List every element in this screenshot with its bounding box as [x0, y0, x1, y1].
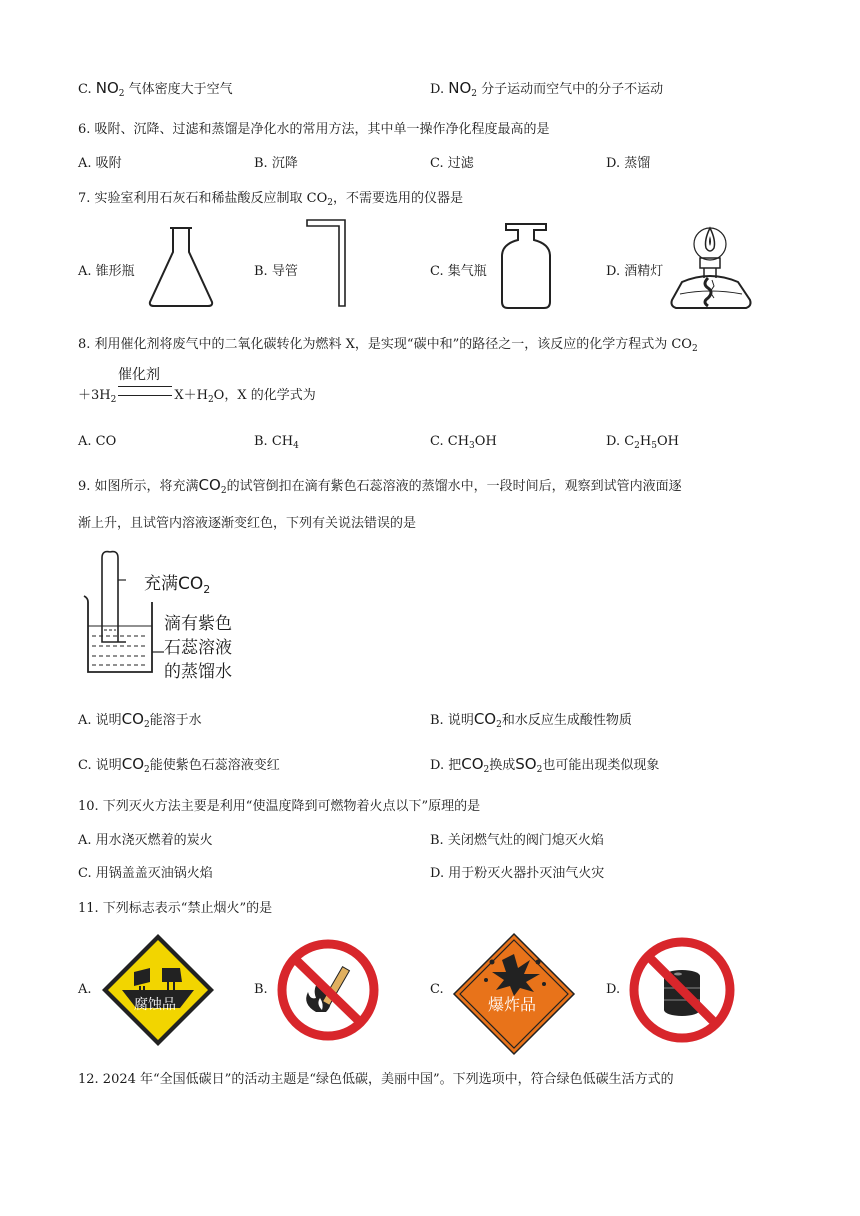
q9-figure-label-liquid: 滴有紫色 石蕊溶液 的蒸馏水: [164, 614, 232, 682]
q7-option-c: C. 集气瓶: [430, 264, 487, 279]
q5-option-d: D. $NO_2$ 分子运动而空气中的分子不运动: [430, 79, 664, 99]
q5-option-c: C. $NO_2$ 气体密度大于空气: [78, 79, 233, 99]
corrosive-sign-icon: [100, 932, 216, 1048]
q8-stem-line1: 8. 利用催化剂将废气中的二氧化碳转化为燃料 X，是实现“碳中和”的路径之一，该反应的化学方程式为 $CO_2$: [78, 337, 698, 354]
q11-label-c: C.: [430, 982, 444, 997]
q11-label-b: B.: [254, 982, 268, 997]
no-barrel-sign-icon: [628, 936, 736, 1044]
q7-stem: 7. 实验室利用石灰石和稀盐酸反应制取 $CO_2$，不需要选用的仪器是: [78, 191, 464, 208]
q9-option-d: D. 把$CO_2$换成$SO_2$也可能出现类似现象: [430, 755, 660, 775]
sign-c-text: 爆炸品: [488, 995, 537, 1014]
q7-option-a: A. 锥形瓶: [78, 264, 135, 279]
sign-a-text: 腐蚀品: [134, 997, 176, 1013]
q9-figure-label-tube: 充满$CO_2$: [144, 574, 211, 596]
q8-option-d: D. $C_2H_5OH$: [606, 434, 679, 451]
q6-stem: 6. 吸附、沉降、过滤和蒸馏是净化水的常用方法，其中单一操作净化程度最高的是: [78, 122, 550, 137]
q10-option-a: A. 用水浇灭燃着的炭火: [78, 833, 213, 848]
no-fire-sign-icon: [276, 938, 380, 1042]
q8-option-b: B. $CH_4$: [254, 434, 299, 451]
q10-stem: 10. 下列灭火方法主要是利用“使温度降到可燃物着火点以下”原理的是: [78, 799, 481, 814]
q8-option-a: A. CO: [78, 434, 117, 449]
q6-option-d: D. 蒸馏: [606, 156, 651, 171]
q7-option-b: B. 导管: [254, 264, 298, 279]
q9-option-c: C. 说明$CO_2$能使紫色石蕊溶液变红: [78, 755, 280, 775]
alcohol-lamp-icon: [670, 222, 756, 314]
q12-stem: 12. 2024 年“全国低碳日”的活动主题是“绿色低碳，美丽中国”。下列选项中，符合绿色低碳生活方式的: [78, 1072, 674, 1087]
q10-option-c: C. 用锅盖盖灭油锅火焰: [78, 866, 213, 881]
q10-option-b: B. 关闭燃气灶的阀门熄灭火焰: [430, 833, 604, 848]
q11-stem: 11. 下列标志表示“禁止烟火”的是: [78, 901, 273, 916]
q9-stem-line2: 渐上升，且试管内溶液逐渐变红色，下列有关说法错误的是: [78, 516, 417, 531]
q6-option-b: B. 沉降: [254, 156, 298, 171]
q8-equals-sign: [118, 386, 172, 396]
q6-option-a: A. 吸附: [78, 156, 122, 171]
glass-tube-icon: [305, 218, 347, 308]
q8-option-c: C. $CH_3OH$: [430, 434, 497, 451]
gas-collecting-bottle-icon: [498, 222, 554, 310]
q9-stem-line1: 9. 如图所示，将充满$CO_2$的试管倒扣在滴有紫色石蕊溶液的蒸馏水中，一段时间后，观察到试管内液面逐: [78, 476, 682, 496]
q11-label-a: A.: [78, 982, 92, 997]
q6-option-c: C. 过滤: [430, 156, 474, 171]
q11-label-d: D.: [606, 982, 621, 997]
conical-flask-icon: [146, 226, 216, 308]
q10-option-d: D. 用于粉灭火器扑灭油气火灾: [430, 866, 605, 881]
q9-option-a: A. 说明$CO_2$能溶于水: [78, 710, 202, 730]
q7-option-d: D. 酒精灯: [606, 264, 664, 279]
q8-equation-line2: $+3H_2$ $X+H_2O$，X 的化学式为: [78, 388, 316, 405]
q9-option-b: B. 说明$CO_2$和水反应生成酸性物质: [430, 710, 632, 730]
q8-catalyst: 催化剂: [118, 367, 160, 383]
